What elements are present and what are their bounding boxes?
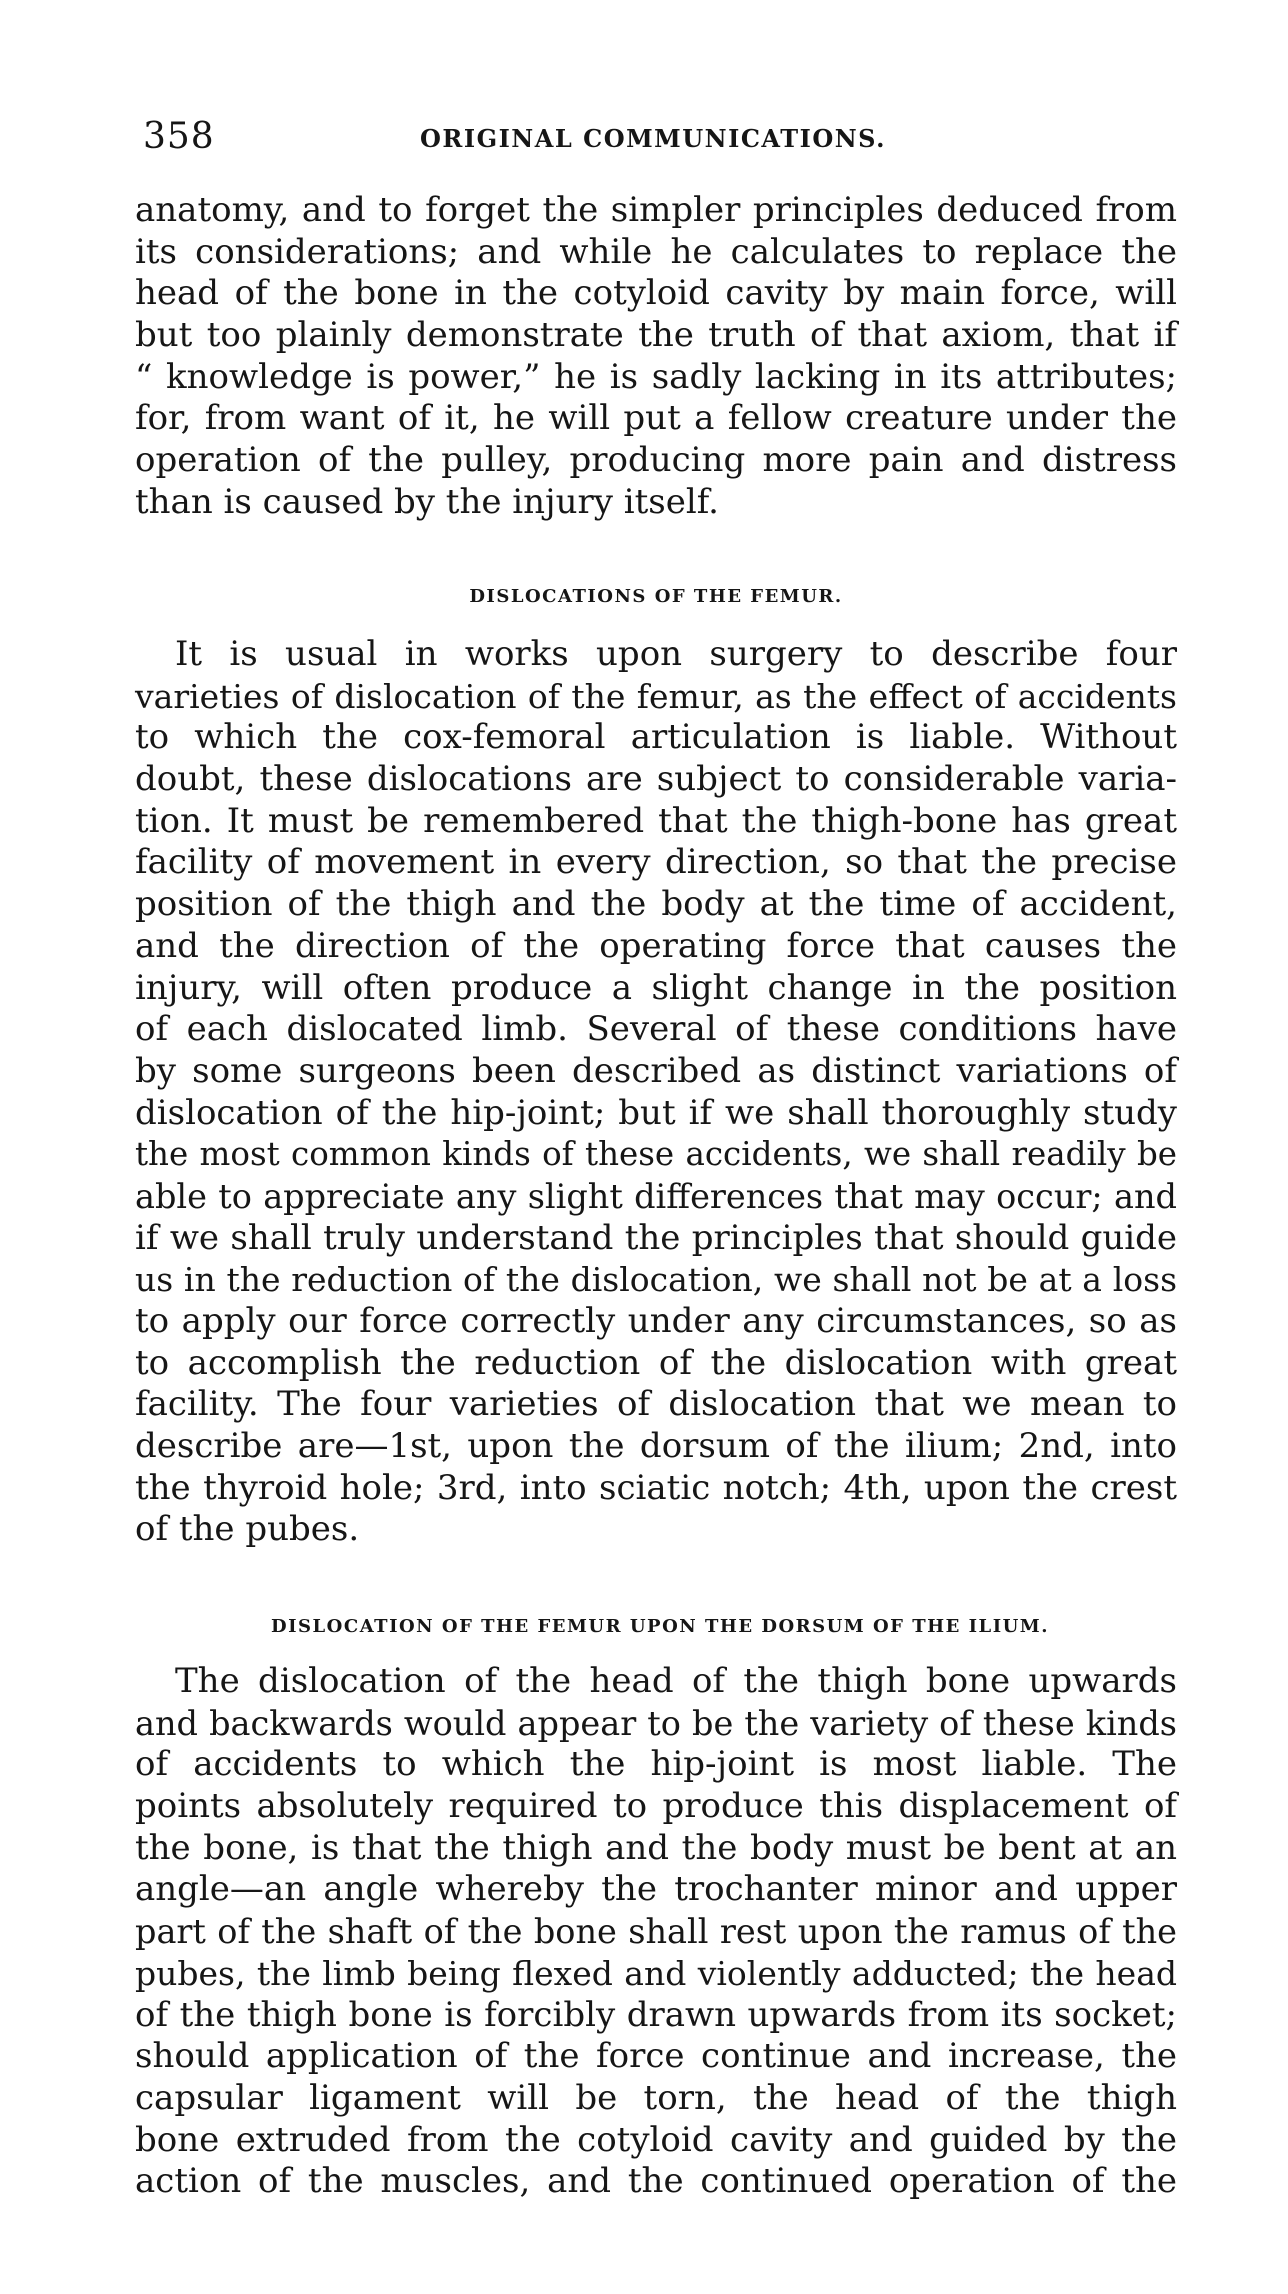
text-line: The dislocation of the head of the thigh bone upwards (175, 1661, 1177, 1701)
text-line: describe are—1st, upon the dorsum of the ilium; 2nd, into (135, 1426, 1177, 1467)
text-line: doubt, these dislocations are subject to considerable varia- (135, 759, 1177, 800)
text-line: action of the muscles, and the continued operation of the (135, 2161, 1177, 2202)
text-line: injury, will often produce a slight change in the position (135, 967, 1177, 1008)
text-line: the most common kinds of these accidents, we shall readily be (135, 1135, 1177, 1174)
text-line: “ knowledge is power,” he is sadly lacking in its attributes; (135, 356, 1177, 397)
paragraph-four-varieties (135, 634, 1177, 1551)
text-line: pubes, the limb being flexed and violently adducted; the head (135, 1953, 1177, 1993)
paragraph-anatomy (135, 190, 1177, 524)
text-line: the thyroid hole; 3rd, into sciatic notch; 4th, upon the crest (135, 1467, 1177, 1508)
text-line: head of the bone in the cotyloid cavity by main force, will (135, 273, 1177, 314)
text-line: of accidents to which the hip-joint is most liable. The (135, 1744, 1177, 1785)
text-line: and the direction of the operating force that causes the (135, 925, 1177, 966)
section-heading-dislocations-of-femur: DISLOCATIONS OF THE FEMUR. (469, 586, 843, 607)
text-line: but too plainly demonstrate the truth of that axiom, that if (135, 315, 1177, 356)
text-line: should application of the force continue and increase, the (135, 2036, 1177, 2077)
text-line: of the thigh bone is forcibly drawn upwards from its socket; (135, 1994, 1177, 2035)
running-title: ORIGINAL COMMUNICATIONS. (420, 124, 886, 153)
text-line: than is caused by the injury itself. (135, 481, 719, 522)
text-line: able to appreciate any slight differences that may occur; and (135, 1176, 1177, 1216)
text-line: facility. The four varieties of dislocation that we mean to (135, 1384, 1177, 1425)
text-line: varieties of dislocation of the femur, as the effect of accidents (135, 676, 1177, 716)
text-line: angle—an angle whereby the trochanter minor and upper (135, 1869, 1177, 1910)
text-line: and backwards would appear to be the variety of these kinds (135, 1703, 1177, 1743)
text-line: dislocation of the hip-joint; but if we shall thoroughly study (135, 1092, 1177, 1133)
text-line: part of the shaft of the bone shall rest upon the ramus of the (135, 1912, 1177, 1952)
text-line: by some surgeons been described as distinct variations of (135, 1050, 1177, 1091)
text-line: operation of the pulley, producing more pain and distress (135, 440, 1177, 481)
text-line: to which the cox-femoral articulation is liable. Without (135, 717, 1177, 758)
section-heading-dorsum-of-ilium: DISLOCATION OF THE FEMUR UPON THE DORSUM OF THE ILIUM. (271, 1616, 1049, 1637)
text-line: position of the thigh and the body at the time of accident, (135, 884, 1177, 925)
page-number: 358 (143, 116, 215, 157)
text-line: tion. It must be remembered that the thigh-bone has great (135, 800, 1177, 841)
text-line: for, from want of it, he will put a fellow creature under the (135, 398, 1177, 439)
paragraph-dorsum-dislocation (135, 1661, 1177, 2203)
text-line: us in the reduction of the dislocation, we shall not be at a loss (135, 1260, 1177, 1300)
text-line: anatomy, and to forget the simpler principles deduced from (135, 190, 1177, 230)
text-line: to accomplish the reduction of the dislocation with great (135, 1342, 1177, 1383)
text-line: bone extruded from the cotyloid cavity and guided by the (135, 2119, 1177, 2160)
text-line: if we shall truly understand the principles that should guide (135, 1217, 1177, 1258)
text-line: capsular ligament will be torn, the head of the thigh (135, 2077, 1177, 2118)
text-line: It is usual in works upon surgery to describe four (175, 634, 1177, 674)
text-line: the bone, is that the thigh and the body must be bent at an (135, 1827, 1177, 1868)
text-line: of the pubes. (135, 1509, 360, 1550)
text-line: facility of movement in every direction, so that the precise (135, 842, 1177, 883)
running-head (135, 112, 1175, 162)
text-line: of each dislocated limb. Several of these conditions have (135, 1009, 1177, 1050)
text-line: points absolutely required to produce this displacement of (135, 1786, 1177, 1827)
text-line: to apply our force correctly under any circumstances, so as (135, 1301, 1177, 1341)
text-line: its considerations; and while he calculates to replace the (135, 231, 1177, 272)
